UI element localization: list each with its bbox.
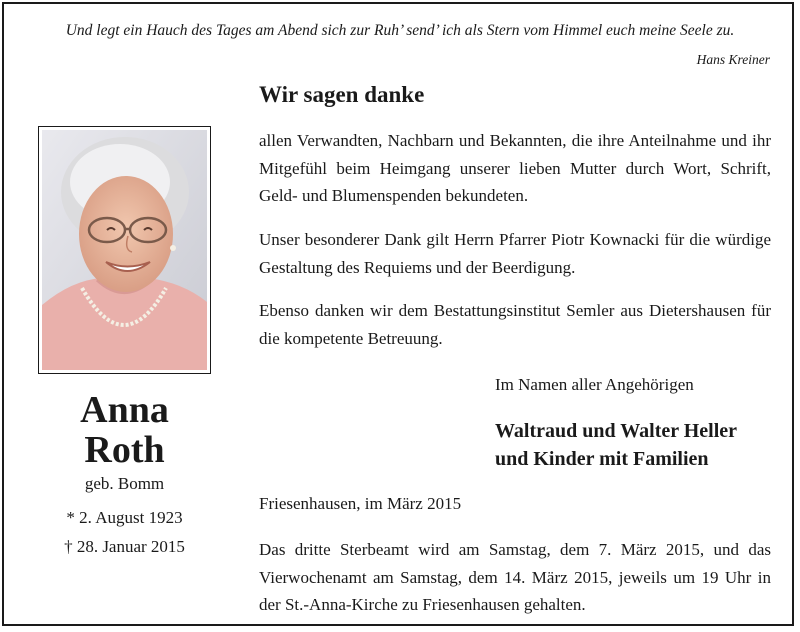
on-behalf-line: Im Namen aller Angehörigen [495, 375, 694, 394]
maiden-name: geb. Bomm [84, 474, 165, 493]
deceased-first-name: Anna [80, 389, 169, 431]
signer-line: und Kinder mit Familien [495, 448, 709, 470]
portrait-photo [38, 126, 211, 374]
place-and-date: Friesenhausen, im März 2015 [259, 494, 462, 513]
birth-date: * 2. August 1923 [66, 508, 183, 527]
notice-heading: Wir sagen danke [259, 82, 425, 107]
deceased-last-name: Roth [84, 429, 165, 471]
memorial-quote: Und legt ein Hauch des Tages am Abend sich zur Ruh’ send’ ich als Stern vom Himmel euch meine Seele zu. [65, 22, 735, 39]
signer-line: Waltraud und Walter Heller [495, 420, 738, 442]
thanks-paragraph: Unser besonderer Dank gilt Herrn Pfarrer Piotr Kownacki für die würdige Gestaltung des Requiems und der Beerdigung. [259, 230, 771, 277]
portrait-image [42, 130, 207, 370]
death-date: † 28. Januar 2015 [64, 537, 185, 556]
thanks-paragraph: Ebenso danken wir dem Bestattungsinstitut Semler aus Dietershausen für die kompetente Betreuung. [259, 301, 771, 348]
service-announcement: Das dritte Sterbeamt wird am Samstag, dem 7. März 2015, und das Vierwochenamt am Samstag, dem 14. März 2015, jeweils um 19 Uhr in der St.-Anna-Kirche zu Friesenhausen gehalten. [259, 540, 771, 614]
thanks-paragraph: allen Verwandten, Nachbarn und Bekannten, die ihre Anteilnahme und ihr Mitgefühl beim Heimgang unserer lieben Mutter durch Wort, Schrift, Geld- und Blumenspenden bekundeten. [259, 131, 771, 205]
signers [495, 417, 737, 473]
quote-author: Hans Kreiner [696, 52, 770, 67]
